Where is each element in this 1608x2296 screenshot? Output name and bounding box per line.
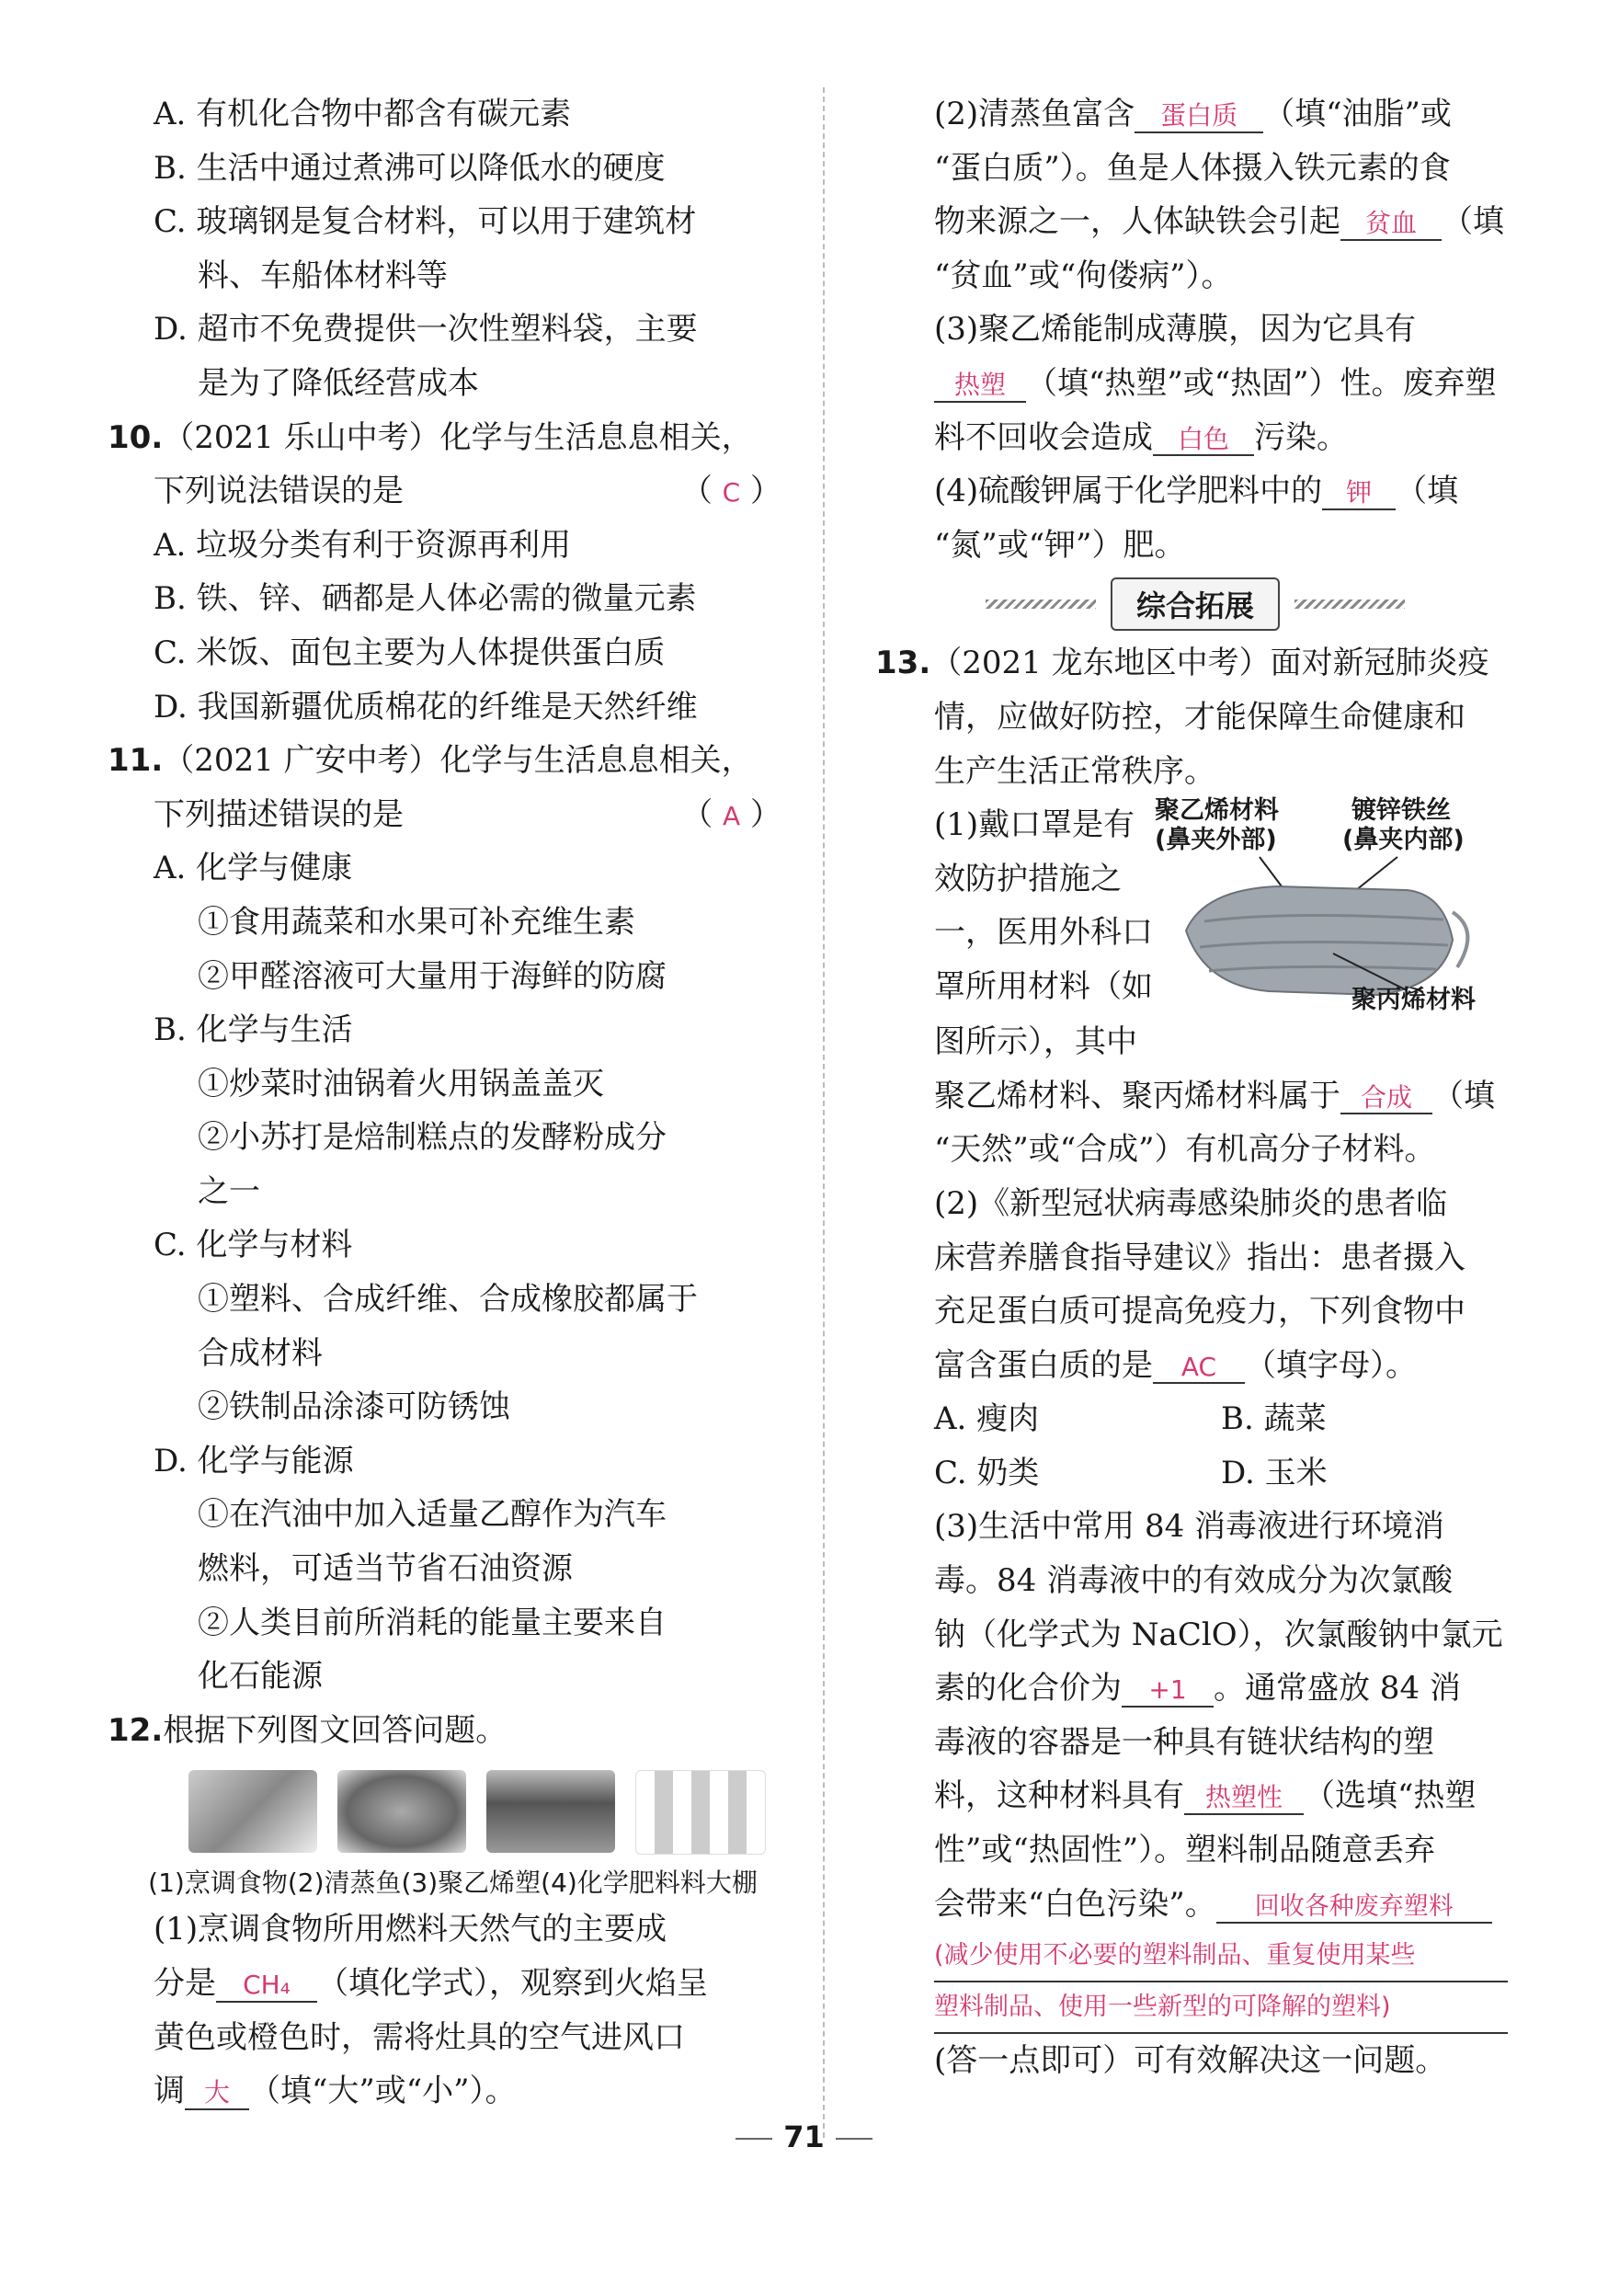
q12-p1-line1: (1)烹调食物所用燃料天然气的主要成 <box>154 1911 667 1948</box>
q11-option-b-title: B. 化学与生活 <box>154 1011 353 1049</box>
fertilizer-photo <box>635 1770 766 1855</box>
page-dash-right <box>836 2138 872 2140</box>
q12-answer-potassium: 钾 <box>1322 477 1396 510</box>
q10-answer: C <box>722 477 741 508</box>
q11-a1: ①食用蔬菜和水果可补充维生素 <box>198 903 635 941</box>
q13-p3-line5: 毒液的容器是一种具有链状结构的塑 <box>934 1723 1434 1761</box>
q13-answer-valence: +1 <box>1122 1674 1214 1708</box>
left-column <box>108 87 791 2119</box>
q13-answer-ac: AC <box>1153 1352 1245 1385</box>
q11-answer: A <box>723 800 741 831</box>
q11-c1-cont: 合成材料 <box>198 1334 323 1372</box>
banner-stripe-left <box>986 600 1096 609</box>
q9-option-c: C. 玻璃钢是复合材料，可以用于建筑材 <box>154 203 697 241</box>
q11-option-c-title: C. 化学与材料 <box>154 1227 353 1264</box>
q13-p1-block <box>883 798 1508 1015</box>
mask-label-pe: 聚乙烯材料 <box>1155 796 1279 826</box>
q13-p1-line4: 罩所用材料（如 <box>934 967 1153 1005</box>
q13-options-row1 <box>883 1392 1508 1446</box>
q9-option-c-cont: 料、车船体材料等 <box>198 257 448 294</box>
q10-stem: 10.（2021 乐山中考）化学与生活息息相关， <box>108 418 753 456</box>
section-title: 综合拓展 <box>1111 577 1280 631</box>
mask-label-pe-sub: (鼻夹外部) <box>1155 826 1277 855</box>
q12-p2-line3: 物来源之一，人体缺铁会引起 贫血 （填 <box>934 203 1504 241</box>
q12-p4-line2: “氮”或“钾”）肥。 <box>934 526 1186 564</box>
page-dash-left <box>736 2138 772 2140</box>
q13-answer-long <box>883 1931 1508 2034</box>
q12-p3-line2: 热塑 （填“热塑”或“热固”）性。废弃塑 <box>883 357 1508 411</box>
q13-stem: 13.（2021 龙东地区中考）面对新冠肺炎疫 <box>875 645 1489 682</box>
q12-answer-protein: 蛋白质 <box>1135 100 1263 133</box>
q13-p3-line7: 性”或“热固性”）。塑料制品随意丢弃 <box>934 1832 1436 1869</box>
q12-p1-line4: 调 大 （填“大”或“小”）。 <box>154 2073 517 2110</box>
q11-answer-bracket: （ A ） <box>681 795 781 833</box>
q13-option-b: B. 蔬菜 <box>1221 1400 1327 1438</box>
q11-stem-cont: 下列描述错误的是 （ A ） <box>115 788 791 842</box>
mask-label-pp: 聚丙烯材料 <box>1351 986 1476 1015</box>
q13-p3-line8: 会带来“白色污染”。 回收各种废弃塑料 <box>883 1878 1508 1932</box>
q11-c2: ②铁制品涂漆可防锈蚀 <box>198 1388 510 1426</box>
q13-p3-line1: (3)生活中常用 84 消毒液进行环境消 <box>934 1508 1445 1546</box>
steamed-fish-photo <box>337 1770 466 1853</box>
q11-d1: ①在汽油中加入适量乙醇作为汽车 <box>198 1496 667 1534</box>
q12-p1-line3: 黄色或橙色时，需将灶具的空气进风口 <box>154 2018 685 2056</box>
q9-option-b: B. 生活中通过煮沸可以降低水的硬度 <box>154 149 666 187</box>
q13-p3-line9: (答一点即可）可有效解决这一问题。 <box>934 2042 1447 2080</box>
q10-option-b: B. 铁、锌、硒都是人体必需的微量元素 <box>154 580 697 618</box>
q11-d2: ②人类目前所消耗的能量主要来自 <box>198 1604 667 1641</box>
q13-p1-line5: 图所示），其中 <box>934 1023 1137 1061</box>
q13-p1-line7: “天然”或“合成”）有机高分子材料。 <box>934 1131 1436 1169</box>
q11-b2-cont: 之一 <box>198 1172 260 1210</box>
q12-answer-thermoplastic: 热塑 <box>934 370 1026 403</box>
q11-b1: ①炒菜时油锅着火用锅盖盖灭 <box>198 1065 604 1102</box>
q13-p1-line6: 聚乙烯材料、聚丙烯材料属于 合成 （填 <box>934 1077 1495 1114</box>
q10-option-a: A. 垃圾分类有利于资源再利用 <box>154 526 572 564</box>
q13-p2-line4: 富含蛋白质的是 AC （填字母）。 <box>934 1346 1417 1384</box>
banner-stripe-right <box>1294 600 1405 609</box>
q11-a2: ②甲醛溶液可大量用于海鲜的防腐 <box>198 957 667 995</box>
q12-number: 12. <box>108 1711 164 1749</box>
column-divider <box>823 87 825 2138</box>
cooking-photo <box>188 1770 317 1853</box>
q12-p1-line2: 分是 CH₄ （填化学式），观察到火焰呈 <box>154 1965 708 2002</box>
q12-p4-line1: (4)硫酸钾属于化学肥料中的 钾 （填 <box>934 473 1459 510</box>
q12-answer-ch4: CH₄ <box>216 1970 317 2003</box>
mask-label-wire-sub: (鼻夹内部) <box>1342 826 1465 855</box>
q12-stem: 12.根据下列图文回答问题。 <box>108 1711 507 1749</box>
q10-option-c: C. 米饭、面包主要为人体提供蛋白质 <box>154 634 666 671</box>
q13-answer-synthetic: 合成 <box>1340 1082 1432 1115</box>
q11-option-d-title: D. 化学与能源 <box>154 1442 354 1479</box>
q13-answer-long-line1: (减少使用不必要的塑料制品、重复使用某些 <box>934 1931 1508 1982</box>
q13-p1-line2: 效防护措施之 <box>934 860 1122 897</box>
q13-answer-thermoplasticity: 热塑性 <box>1184 1782 1304 1815</box>
q12-photo-strip <box>115 1770 791 1862</box>
q13-p2-line2: 床营养膳食指导建议》指出：患者摄入 <box>934 1239 1465 1276</box>
q12-p2-line2: “蛋白质”）。鱼是人体摄入铁元素的食 <box>934 149 1451 187</box>
q12-p2-line4: “贫血”或“佝偻病”）。 <box>934 257 1233 294</box>
q13-p3-line4: 素的化合价为 +1 。通常盛放 84 消 <box>934 1670 1461 1708</box>
q11-d1-cont: 燃料，可适当节省石油资源 <box>198 1550 573 1588</box>
q13-p1-text <box>883 798 1155 1013</box>
q9-option-a: A. 有机化合物中都含有碳元素 <box>154 96 572 132</box>
mask-label-wire: 镀锌铁丝 <box>1351 796 1451 826</box>
q11-option-a-title: A. 化学与健康 <box>154 850 353 887</box>
q12-p3-line1: (3)聚乙烯能制成薄膜，因为它具有 <box>934 311 1417 348</box>
q10-answer-bracket: （ C ） <box>680 473 781 510</box>
q11-d2-cont: 化石能源 <box>198 1658 323 1696</box>
q13-option-d: D. 玉米 <box>1221 1454 1328 1491</box>
q13-p3-line3: 钠（化学式为 NaClO），次氯酸钠中氯元 <box>934 1616 1503 1653</box>
mask-figure <box>1149 796 1508 1015</box>
q10-option-d: D. 我国新疆优质棉花的纤维是天然纤维 <box>154 688 698 725</box>
q9-option-d-cont: 是为了降低经营成本 <box>198 364 479 402</box>
q10-stem-cont: 下列说法错误的是 （ C ） <box>115 464 791 519</box>
q9-option-d: D. 超市不免费提供一次性塑料袋，主要 <box>154 311 698 348</box>
q13-option-a: A. 瘦肉 <box>934 1400 1040 1438</box>
q12-answer-da: 大 <box>185 2077 249 2110</box>
surgical-mask-icon <box>1149 802 1508 1013</box>
q13-stem-cont2: 生产生活正常秩序。 <box>934 752 1215 790</box>
q13-answer-long-line2: 塑料制品、使用一些新型的可降解的塑料) <box>934 1982 1508 2034</box>
q12-photo-caption: (1)烹调食物(2)清蒸鱼(3)聚乙烯塑(4)化学肥料料大棚 <box>148 1868 758 1899</box>
q13-options-row2 <box>883 1446 1508 1501</box>
section-banner <box>883 576 1508 633</box>
q12-p2-line1: (2)清蒸鱼富含 蛋白质 （填“油脂”或 <box>934 96 1452 132</box>
q13-answer-recycle: 回收各种废弃塑料 <box>1216 1892 1492 1924</box>
q11-b2: ②小苏打是焙制糕点的发酵粉成分 <box>198 1119 667 1157</box>
q13-number: 13. <box>875 645 931 682</box>
page-number: 71 <box>0 2119 1608 2154</box>
q13-p3-line6: 料，这种材料具有 热塑性 （选填“热塑 <box>934 1777 1477 1815</box>
q11-c1: ①塑料、合成纤维、合成橡胶都属于 <box>198 1281 698 1319</box>
q13-p2-line1: (2)《新型冠状病毒感染肺炎的患者临 <box>934 1184 1448 1222</box>
q13-option-c: C. 奶类 <box>934 1454 1040 1491</box>
q13-p3-line2: 毒。84 消毒液中的有效成分为次氯酸 <box>934 1562 1454 1600</box>
q10-number: 10. <box>108 418 164 456</box>
q11-stem: 11.（2021 广安中考）化学与生活息息相关， <box>108 742 753 780</box>
right-column <box>875 87 1508 2088</box>
q11-number: 11. <box>108 742 164 780</box>
greenhouse-photo <box>486 1770 615 1853</box>
q13-p1-line3: 一，医用外科口 <box>934 914 1153 952</box>
q13-stem-cont1: 情，应做好防控，才能保障生命健康和 <box>934 698 1465 736</box>
q13-p1-line1: (1)戴口罩是有 <box>934 806 1135 844</box>
q12-p3-line3: 料不回收会造成 白色 污染。 <box>934 418 1348 456</box>
q12-answer-anemia: 贫血 <box>1340 208 1442 241</box>
q13-p2-line3: 充足蛋白质可提高免疫力，下列食物中 <box>934 1293 1465 1331</box>
q12-answer-white: 白色 <box>1153 424 1254 457</box>
